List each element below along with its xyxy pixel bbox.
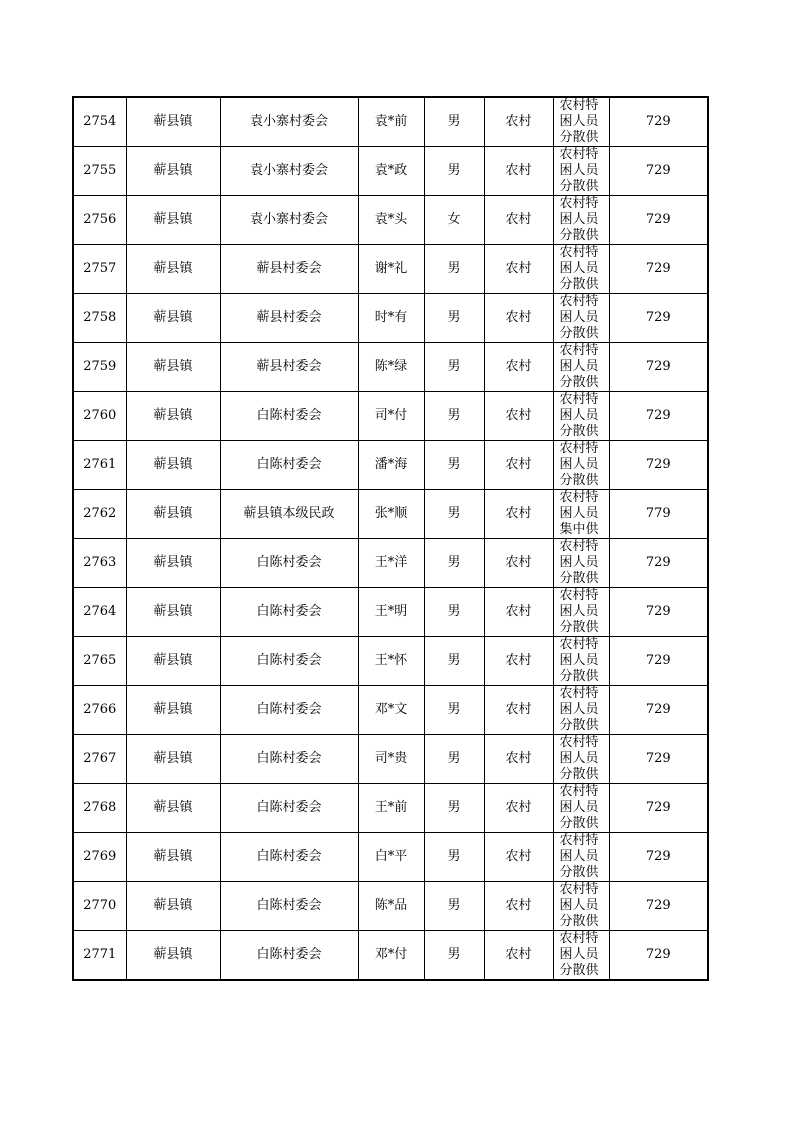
gender-cell: 男 <box>424 490 484 539</box>
person-name-cell: 时*有 <box>358 294 424 343</box>
person-name-cell: 潘*海 <box>358 441 424 490</box>
gender-cell: 女 <box>424 196 484 245</box>
row-number-cell: 2764 <box>73 588 126 637</box>
residence-type-cell: 农村 <box>484 882 553 931</box>
table-row <box>73 931 708 981</box>
village-committee-cell: 白陈村委会 <box>220 588 358 637</box>
amount-cell: 729 <box>609 882 708 931</box>
support-category-cell <box>553 147 609 196</box>
amount-cell: 729 <box>609 833 708 882</box>
support-category-cell <box>553 588 609 637</box>
row-number-cell: 2758 <box>73 294 126 343</box>
village-committee-cell: 白陈村委会 <box>220 637 358 686</box>
support-category-text: 农村特困人员分散供 <box>559 735 599 782</box>
support-category-cell <box>553 294 609 343</box>
row-number-cell: 2771 <box>73 931 126 981</box>
support-category-text: 农村特困人员分散供 <box>559 686 599 733</box>
village-committee-cell: 蕲县镇本级民政 <box>220 490 358 539</box>
row-number-cell: 2765 <box>73 637 126 686</box>
town-cell: 蕲县镇 <box>126 735 220 784</box>
town-cell: 蕲县镇 <box>126 147 220 196</box>
row-number-cell: 2762 <box>73 490 126 539</box>
gender-cell: 男 <box>424 294 484 343</box>
residence-type-cell: 农村 <box>484 392 553 441</box>
gender-cell: 男 <box>424 245 484 294</box>
amount-cell: 729 <box>609 147 708 196</box>
table-row <box>73 245 708 294</box>
gender-cell: 男 <box>424 392 484 441</box>
gender-cell: 男 <box>424 686 484 735</box>
town-cell: 蕲县镇 <box>126 784 220 833</box>
town-cell: 蕲县镇 <box>126 97 220 147</box>
support-category-cell <box>553 490 609 539</box>
support-category-cell <box>553 343 609 392</box>
table-row <box>73 343 708 392</box>
town-cell: 蕲县镇 <box>126 245 220 294</box>
person-name-cell: 袁*政 <box>358 147 424 196</box>
amount-cell: 729 <box>609 784 708 833</box>
person-name-cell: 王*前 <box>358 784 424 833</box>
amount-cell: 779 <box>609 490 708 539</box>
support-category-cell <box>553 931 609 981</box>
gender-cell: 男 <box>424 637 484 686</box>
residence-type-cell: 农村 <box>484 833 553 882</box>
table-row <box>73 490 708 539</box>
amount-cell: 729 <box>609 686 708 735</box>
table-row <box>73 882 708 931</box>
table-row <box>73 539 708 588</box>
village-committee-cell: 袁小寨村委会 <box>220 147 358 196</box>
village-committee-cell: 白陈村委会 <box>220 441 358 490</box>
table-row <box>73 833 708 882</box>
row-number-cell: 2769 <box>73 833 126 882</box>
residence-type-cell: 农村 <box>484 196 553 245</box>
town-cell: 蕲县镇 <box>126 196 220 245</box>
village-committee-cell: 白陈村委会 <box>220 392 358 441</box>
support-category-cell <box>553 539 609 588</box>
table-row <box>73 588 708 637</box>
support-category-text: 农村特困人员分散供 <box>559 98 599 145</box>
amount-cell: 729 <box>609 392 708 441</box>
person-name-cell: 王*洋 <box>358 539 424 588</box>
person-name-cell: 陈*绿 <box>358 343 424 392</box>
support-category-text: 农村特困人员分散供 <box>559 931 599 978</box>
row-number-cell: 2754 <box>73 97 126 147</box>
support-category-text: 农村特困人员分散供 <box>559 343 599 390</box>
support-category-text: 农村特困人员分散供 <box>559 588 599 635</box>
residence-type-cell: 农村 <box>484 686 553 735</box>
row-number-cell: 2768 <box>73 784 126 833</box>
row-number-cell: 2760 <box>73 392 126 441</box>
row-number-cell: 2766 <box>73 686 126 735</box>
support-category-text: 农村特困人员集中供 <box>559 490 599 537</box>
person-name-cell: 陈*品 <box>358 882 424 931</box>
town-cell: 蕲县镇 <box>126 539 220 588</box>
town-cell: 蕲县镇 <box>126 882 220 931</box>
support-category-cell <box>553 441 609 490</box>
gender-cell: 男 <box>424 882 484 931</box>
person-name-cell: 邓*付 <box>358 931 424 981</box>
table-row <box>73 637 708 686</box>
gender-cell: 男 <box>424 784 484 833</box>
village-committee-cell: 白陈村委会 <box>220 686 358 735</box>
person-name-cell: 张*顺 <box>358 490 424 539</box>
row-number-cell: 2755 <box>73 147 126 196</box>
table-row <box>73 294 708 343</box>
residence-type-cell: 农村 <box>484 588 553 637</box>
village-committee-cell: 蕲县村委会 <box>220 245 358 294</box>
table-row <box>73 686 708 735</box>
person-name-cell: 邓*文 <box>358 686 424 735</box>
amount-cell: 729 <box>609 196 708 245</box>
village-committee-cell: 白陈村委会 <box>220 735 358 784</box>
support-category-text: 农村特困人员分散供 <box>559 539 599 586</box>
amount-cell: 729 <box>609 539 708 588</box>
support-category-text: 农村特困人员分散供 <box>559 147 599 194</box>
row-number-cell: 2756 <box>73 196 126 245</box>
person-name-cell: 王*怀 <box>358 637 424 686</box>
support-category-cell <box>553 784 609 833</box>
residence-type-cell: 农村 <box>484 637 553 686</box>
support-category-cell <box>553 833 609 882</box>
row-number-cell: 2761 <box>73 441 126 490</box>
support-category-text: 农村特困人员分散供 <box>559 392 599 439</box>
amount-cell: 729 <box>609 97 708 147</box>
town-cell: 蕲县镇 <box>126 343 220 392</box>
village-committee-cell: 蕲县村委会 <box>220 294 358 343</box>
amount-cell: 729 <box>609 245 708 294</box>
support-category-text: 农村特困人员分散供 <box>559 294 599 341</box>
town-cell: 蕲县镇 <box>126 490 220 539</box>
amount-cell: 729 <box>609 294 708 343</box>
amount-cell: 729 <box>609 931 708 981</box>
support-category-text: 农村特困人员分散供 <box>559 441 599 488</box>
support-category-cell <box>553 392 609 441</box>
row-number-cell: 2767 <box>73 735 126 784</box>
residence-type-cell: 农村 <box>484 294 553 343</box>
town-cell: 蕲县镇 <box>126 392 220 441</box>
town-cell: 蕲县镇 <box>126 931 220 981</box>
support-category-text: 农村特困人员分散供 <box>559 637 599 684</box>
gender-cell: 男 <box>424 441 484 490</box>
town-cell: 蕲县镇 <box>126 833 220 882</box>
amount-cell: 729 <box>609 343 708 392</box>
support-category-text: 农村特困人员分散供 <box>559 196 599 243</box>
support-category-cell <box>553 196 609 245</box>
village-committee-cell: 白陈村委会 <box>220 539 358 588</box>
roster-table <box>72 96 709 981</box>
person-name-cell: 司*贵 <box>358 735 424 784</box>
gender-cell: 男 <box>424 97 484 147</box>
gender-cell: 男 <box>424 539 484 588</box>
table-row <box>73 147 708 196</box>
town-cell: 蕲县镇 <box>126 441 220 490</box>
town-cell: 蕲县镇 <box>126 294 220 343</box>
village-committee-cell: 白陈村委会 <box>220 882 358 931</box>
residence-type-cell: 农村 <box>484 490 553 539</box>
town-cell: 蕲县镇 <box>126 588 220 637</box>
support-category-cell <box>553 735 609 784</box>
support-category-cell <box>553 882 609 931</box>
amount-cell: 729 <box>609 637 708 686</box>
village-committee-cell: 袁小寨村委会 <box>220 196 358 245</box>
residence-type-cell: 农村 <box>484 441 553 490</box>
gender-cell: 男 <box>424 147 484 196</box>
row-number-cell: 2763 <box>73 539 126 588</box>
village-committee-cell: 蕲县村委会 <box>220 343 358 392</box>
support-category-cell <box>553 637 609 686</box>
support-category-text: 农村特困人员分散供 <box>559 882 599 929</box>
residence-type-cell: 农村 <box>484 735 553 784</box>
village-committee-cell: 白陈村委会 <box>220 931 358 981</box>
table-row <box>73 392 708 441</box>
person-name-cell: 王*明 <box>358 588 424 637</box>
amount-cell: 729 <box>609 588 708 637</box>
gender-cell: 男 <box>424 735 484 784</box>
village-committee-cell: 袁小寨村委会 <box>220 97 358 147</box>
support-category-cell <box>553 686 609 735</box>
gender-cell: 男 <box>424 588 484 637</box>
village-committee-cell: 白陈村委会 <box>220 784 358 833</box>
residence-type-cell: 农村 <box>484 539 553 588</box>
support-category-cell <box>553 245 609 294</box>
gender-cell: 男 <box>424 833 484 882</box>
support-category-text: 农村特困人员分散供 <box>559 833 599 880</box>
row-number-cell: 2770 <box>73 882 126 931</box>
residence-type-cell: 农村 <box>484 343 553 392</box>
residence-type-cell: 农村 <box>484 931 553 981</box>
person-name-cell: 司*付 <box>358 392 424 441</box>
person-name-cell: 白*平 <box>358 833 424 882</box>
table-row <box>73 441 708 490</box>
residence-type-cell: 农村 <box>484 147 553 196</box>
row-number-cell: 2759 <box>73 343 126 392</box>
person-name-cell: 袁*前 <box>358 97 424 147</box>
amount-cell: 729 <box>609 735 708 784</box>
person-name-cell: 谢*礼 <box>358 245 424 294</box>
table-row <box>73 735 708 784</box>
support-category-text: 农村特困人员分散供 <box>559 245 599 292</box>
row-number-cell: 2757 <box>73 245 126 294</box>
residence-type-cell: 农村 <box>484 245 553 294</box>
table-row <box>73 196 708 245</box>
support-category-cell <box>553 97 609 147</box>
amount-cell: 729 <box>609 441 708 490</box>
village-committee-cell: 白陈村委会 <box>220 833 358 882</box>
gender-cell: 男 <box>424 931 484 981</box>
town-cell: 蕲县镇 <box>126 637 220 686</box>
table-row <box>73 97 708 147</box>
gender-cell: 男 <box>424 343 484 392</box>
table-row <box>73 784 708 833</box>
residence-type-cell: 农村 <box>484 97 553 147</box>
town-cell: 蕲县镇 <box>126 686 220 735</box>
support-category-text: 农村特困人员分散供 <box>559 784 599 831</box>
person-name-cell: 袁*头 <box>358 196 424 245</box>
residence-type-cell: 农村 <box>484 784 553 833</box>
